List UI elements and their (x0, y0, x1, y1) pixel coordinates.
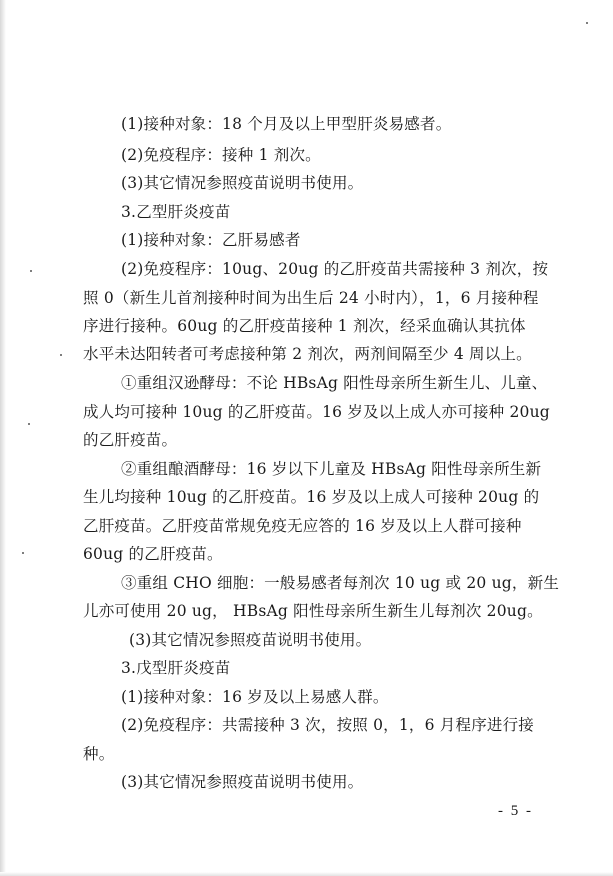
scan-speck (60, 354, 62, 356)
paragraph-line: 儿亦可使用 20 ug， HBsAg 阳性母亲所生新生儿每剂次 20ug。 (83, 602, 543, 620)
paragraph-line: (2)免疫程序：接种 1 剂次。 (121, 146, 321, 164)
paragraph-line: (2)免疫程序：共需接种 3 次，按照 0，1，6 月程序进行接 (121, 716, 535, 734)
paragraph-line: 水平未达阳转者可考虑接种第 2 剂次，两剂间隔至少 4 周以上。 (83, 345, 532, 363)
scan-speck (30, 270, 32, 272)
scan-speck (22, 552, 24, 554)
paragraph-line: 序进行接种。60ug 的乙肝疫苗接种 1 剂次，经采血确认其抗体 (83, 317, 526, 335)
paragraph-line: 成人均可接种 10ug 的乙肝疫苗。16 岁及以上成人亦可接种 20ug (83, 403, 550, 421)
paragraph-line: ①重组汉逊酵母：不论 HBsAg 阳性母亲所生新生儿、儿童、 (121, 374, 548, 392)
paragraph-line: ③重组 CHO 细胞：一般易感者每剂次 10 ug 或 20 ug，新生 (121, 574, 560, 592)
paragraph-line: (2)免疫程序：10ug、20ug 的乙肝疫苗共需接种 3 剂次，按 (121, 260, 549, 278)
paragraph-line: 的乙肝疫苗。 (83, 431, 178, 449)
paragraph-line: 照 0（新生儿首剂接种时间为出生后 24 小时内），1，6 月接种程 (83, 289, 539, 307)
paragraph-line: (3)其它情况参照疫苗说明书使用。 (121, 773, 364, 791)
paragraph-line: 生儿均接种 10ug 的乙肝疫苗。16 岁及以上成人可接种 20ug 的 (83, 488, 540, 506)
scan-speck (586, 22, 588, 24)
page-shadow-bottom (0, 872, 613, 876)
paragraph-line: 种。 (83, 745, 115, 763)
paragraph-line: (3)其它情况参照疫苗说明书使用。 (121, 174, 364, 192)
page-shadow-left (0, 0, 6, 876)
section-heading: 3.戊型肝炎疫苗 (121, 659, 231, 677)
paragraph-line: (1)接种对象：18 个月及以上甲型肝炎易感者。 (121, 115, 452, 133)
paragraph-line: 60ug 的乙肝疫苗。 (83, 545, 223, 563)
scan-speck (28, 423, 30, 425)
paragraph-line: 乙肝疫苗。乙肝疫苗常规免疫无应答的 16 岁及以上人群可接种 (83, 517, 522, 535)
paragraph-line: ②重组酿酒酵母：16 岁以下儿童及 HBsAg 阳性母亲所生新 (121, 460, 542, 478)
paragraph-line: (1)接种对象：16 岁及以上易感人群。 (121, 688, 389, 706)
page-number: - 5 - (498, 803, 533, 819)
section-heading: 3.乙型肝炎疫苗 (121, 203, 231, 221)
paragraph-line: (3)其它情况参照疫苗说明书使用。 (129, 631, 372, 649)
paragraph-line: (1)接种对象：乙肝易感者 (121, 231, 301, 249)
